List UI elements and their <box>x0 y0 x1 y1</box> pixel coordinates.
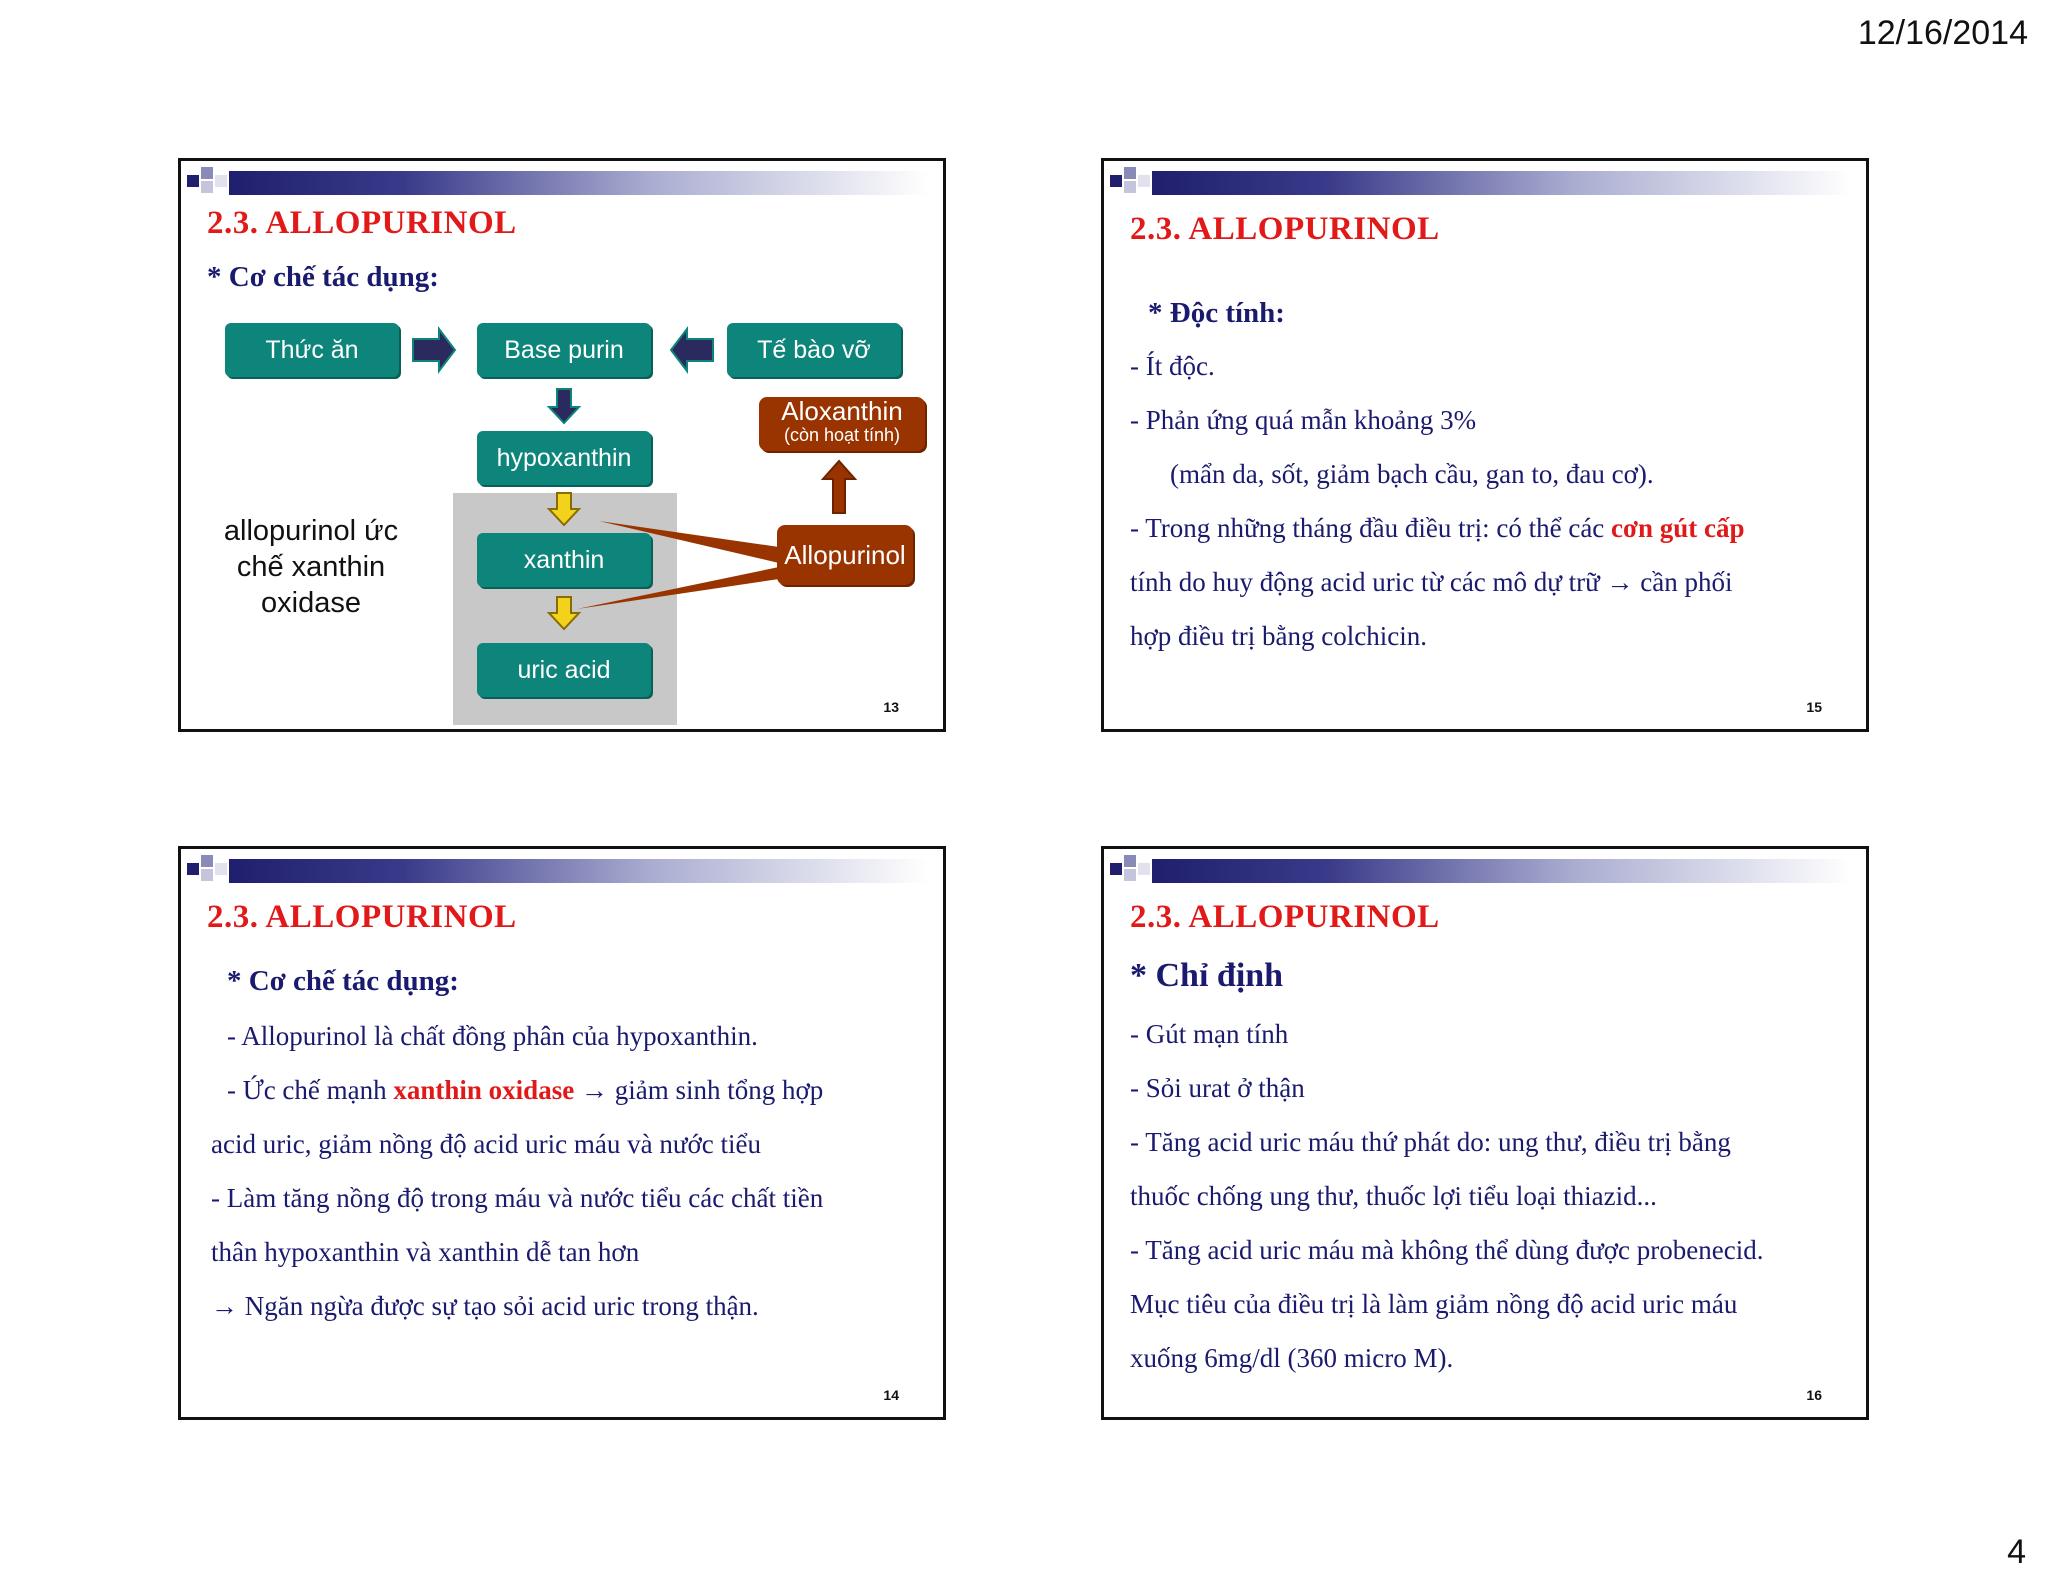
text-line: - Làm tăng nồng độ trong máu và nước tiểu các chất tiền <box>211 1183 824 1213</box>
slide-number: 13 <box>883 699 899 715</box>
aloxanthin-note: (còn hoạt tính) <box>783 425 901 445</box>
text-line: - Tăng acid uric máu mà không thể dùng được probenecid. <box>1130 1235 1764 1265</box>
block-arrow-left-icon <box>671 329 713 371</box>
slide-number: 14 <box>883 1387 899 1403</box>
aloxanthin-label: Aloxanthin <box>781 396 903 426</box>
text-line: - Sỏi urat ở thận <box>1130 1073 1305 1103</box>
text-line: - Tăng acid uric máu thứ phát do: ung thư, điều trị bằng <box>1130 1127 1731 1157</box>
block-arrow-down-icon <box>549 389 579 423</box>
slide-13 <box>178 158 946 732</box>
slide-15 <box>1101 158 1869 732</box>
page-date: 12/16/2014 <box>1857 14 2028 52</box>
text-run: - Ức chế mạnh <box>227 1075 394 1105</box>
block-arrow-down-icon <box>549 493 579 525</box>
box-hypoxanthin: hypoxanthin <box>477 431 651 485</box>
slide-subhead: * Cơ chế tác dụng: <box>207 261 439 293</box>
slide-header-bar <box>1152 171 1852 195</box>
slide-number: 16 <box>1806 1387 1822 1403</box>
text-line: - Phản ứng quá mẫn khoảng 3% <box>1130 405 1477 435</box>
page-number: 4 <box>2007 1533 2026 1571</box>
slide-14 <box>178 846 946 1420</box>
text-run: - Trong những tháng đầu điều trị: có thể các <box>1130 513 1612 543</box>
slide-subhead: * Chỉ định <box>1130 957 1284 994</box>
box-uric-acid: uric acid <box>477 643 651 697</box>
text-line: xuống 6mg/dl (360 micro M). <box>1130 1343 1454 1373</box>
slide-subhead: * Độc tính: <box>1148 297 1285 329</box>
slide-title: 2.3. ALLOPURINOL <box>207 205 517 241</box>
text-line: - Gút mạn tính <box>1130 1019 1289 1049</box>
text-line: Mục tiêu của điều trị là làm giảm nồng độ acid uric máu <box>1130 1289 1738 1319</box>
slide-16 <box>1101 846 1869 1420</box>
text-line: - Ít độc. <box>1130 351 1215 381</box>
box-food: Thức ăn <box>225 323 399 377</box>
box-allopurinol: Allopurinol <box>777 525 913 585</box>
box-base-purin: Base purin <box>477 323 651 377</box>
text-line: tính do huy động acid uric từ các mô dự trữ → cần phối <box>1130 567 1733 597</box>
block-arrow-up-icon <box>823 461 855 513</box>
text-line: - Allopurinol là chất đồng phân của hypoxanthin. <box>227 1021 758 1051</box>
text-line: thuốc chống ung thư, thuốc lợi tiểu loại thiazid... <box>1130 1181 1657 1211</box>
text-line <box>227 1075 823 1106</box>
slide-number: 15 <box>1806 699 1822 715</box>
inhibition-wedge <box>577 521 779 609</box>
highlight-text: cơn gút cấp <box>1611 513 1745 543</box>
slide-title: 2.3. ALLOPURINOL <box>1130 899 1440 935</box>
highlight-text: xanthin oxidase <box>393 1075 575 1105</box>
text-run: → giảm sinh tổng hợp <box>574 1075 824 1105</box>
text-line <box>1130 513 1745 544</box>
slide-subhead: * Cơ chế tác dụng: <box>227 965 459 997</box>
box-xanthin: xanthin <box>477 533 651 587</box>
text-line: thân hypoxanthin và xanthin dễ tan hơn <box>211 1237 640 1267</box>
box-cell: Tế bào vỡ <box>727 323 901 377</box>
block-arrow-down-icon <box>549 597 579 629</box>
text-line: hợp điều trị bằng colchicin. <box>1130 621 1427 651</box>
slide-title: 2.3. ALLOPURINOL <box>1130 211 1440 247</box>
slide-title: 2.3. ALLOPURINOL <box>207 899 517 935</box>
slide-header-bar <box>229 859 929 883</box>
text-line: → Ngăn ngừa được sự tạo sỏi acid uric trong thận. <box>211 1291 759 1321</box>
text-line: (mẩn da, sốt, giảm bạch cầu, gan to, đau cơ). <box>1170 459 1654 489</box>
text-line: acid uric, giảm nồng độ acid uric máu và nước tiểu <box>211 1129 761 1159</box>
block-arrow-right-icon <box>413 329 455 371</box>
diagram-note: allopurinol ức chế xanthin oxidase <box>223 515 399 619</box>
slide-header-bar <box>1152 859 1852 883</box>
pathway-arrows <box>181 161 946 732</box>
